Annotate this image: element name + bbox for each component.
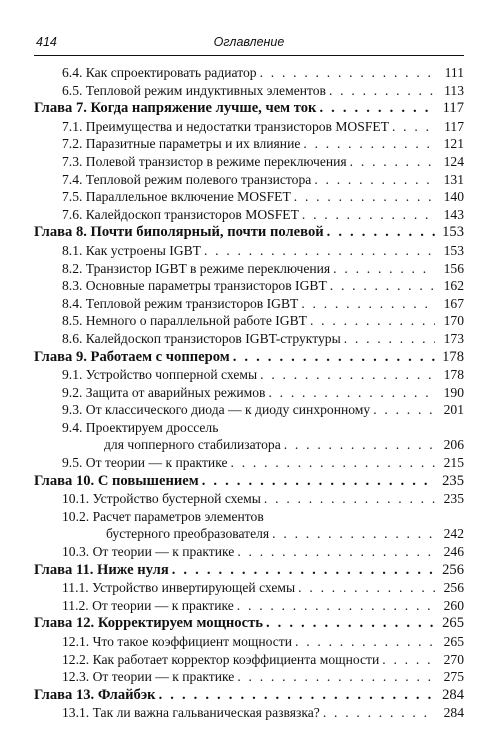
- toc-entry-title: 11.2. От теории — к практике: [62, 597, 234, 613]
- dot-leader: [303, 135, 435, 153]
- dot-leader: [260, 64, 435, 82]
- toc-entry-page: 215: [443, 455, 464, 471]
- toc-entry-title: 7.2. Паразитные параметры и их влияние: [62, 136, 301, 152]
- toc-entry-page: 173: [443, 330, 464, 346]
- toc-chapter-12: [34, 615, 464, 633]
- toc-entry-9-2: [34, 384, 464, 402]
- toc-entry-page: 235: [443, 491, 464, 507]
- toc-entry-page: 124: [443, 153, 464, 169]
- toc-entry-title: 6.4. Как спроектировать радиатор: [62, 65, 257, 80]
- dot-leader: [323, 704, 435, 722]
- toc-chapter-title: Глава 13. Флайбэк: [34, 686, 156, 703]
- dot-leader: [172, 562, 435, 580]
- toc-entry-page: 265: [442, 615, 464, 632]
- dot-leader: [272, 525, 435, 543]
- dot-leader: [233, 349, 435, 367]
- toc-entry-title: 8.1. Как устроены IGBT: [62, 242, 201, 258]
- toc-entry-page: 111: [444, 65, 464, 80]
- toc-chapter-title: Глава 12. Корректируем мощность: [34, 615, 263, 632]
- toc-entry-title: 8.2. Транзистор IGBT в режиме переключения: [62, 260, 331, 276]
- dot-leader: [204, 242, 435, 260]
- toc-entry-page: 256: [442, 561, 464, 578]
- toc-chapter-title: Глава 8. Почти биполярный, почти полевой: [34, 224, 324, 241]
- toc-entry-9-5: [34, 454, 464, 472]
- toc-entry-page: 153: [443, 242, 464, 258]
- toc-entry-title: 9.5. От теории — к практике: [62, 455, 228, 471]
- toc-entry-title: 12.3. От теории — к практике: [62, 669, 235, 685]
- dot-leader: [260, 366, 435, 384]
- toc-entry-title: 7.1. Преимущества и недостатки транзисторов MOSFET: [62, 118, 389, 134]
- dot-leader: [264, 490, 435, 508]
- toc-entry-8-2: [34, 260, 464, 278]
- dot-leader: [310, 312, 435, 330]
- toc-entry-page: 190: [443, 384, 464, 400]
- toc-chapter-10: [34, 473, 464, 491]
- toc-entry-page: 170: [443, 313, 464, 329]
- toc-entry-page: 284: [443, 705, 464, 721]
- toc-entry-page: 178: [442, 348, 464, 365]
- dot-leader: [237, 543, 435, 561]
- toc-entry-6-4: [34, 64, 464, 82]
- toc-entry-8-6: [34, 330, 464, 348]
- toc-entry-title-continued: бустерного преобразователя: [106, 526, 270, 542]
- toc-entry-page: 206: [443, 437, 464, 453]
- toc-entry-title: 9.4. Проектируем дроссель: [62, 419, 219, 435]
- toc-entry-12-1: [34, 633, 464, 651]
- dot-leader: [237, 668, 435, 686]
- toc-entry-page: 256: [443, 580, 464, 596]
- toc-entry-7-2: [34, 135, 464, 153]
- toc-entry-title: 7.6. Калейдоскоп транзисторов MOSFET: [62, 206, 299, 222]
- toc-entry-page: 284: [442, 686, 464, 703]
- toc-chapter-7: [34, 100, 464, 118]
- toc-entry-page: 113: [444, 82, 464, 98]
- dot-leader: [392, 118, 435, 136]
- dot-leader: [266, 615, 435, 633]
- toc-entry-9-4-line2: [34, 436, 464, 454]
- dot-leader: [202, 473, 435, 491]
- toc-entry-title: 10.3. От теории — к практике: [62, 544, 235, 560]
- toc-entry-page: 121: [443, 136, 464, 152]
- toc-entry-page: 162: [443, 278, 464, 294]
- dot-leader: [237, 597, 435, 615]
- dot-leader: [231, 454, 435, 472]
- toc-entry-7-3: [34, 153, 464, 171]
- toc-chapter-11: [34, 562, 464, 580]
- toc-entry-title: 8.3. Основные параметры транзисторов IGBT: [62, 278, 327, 294]
- toc-entry-10-2-line1: [34, 508, 464, 526]
- toc-entry-page: 242: [443, 526, 464, 542]
- toc-entry-8-3: [34, 277, 464, 295]
- toc-entry-page: 270: [443, 651, 464, 667]
- toc-entry-page: 140: [443, 189, 464, 205]
- dot-leader: [268, 384, 435, 402]
- toc-entry-page: 153: [442, 224, 464, 241]
- toc-entry-title: 11.1. Устройство инвертирующей схемы: [62, 580, 296, 596]
- toc-chapter-9: [34, 349, 464, 367]
- dot-leader: [330, 277, 435, 295]
- toc-entry-page: 265: [443, 634, 464, 649]
- toc-entry-13-1: [34, 704, 464, 722]
- toc-entry-title: 8.5. Немного о параллельной работе IGBT: [62, 313, 307, 329]
- toc-entry-8-4: [34, 295, 464, 313]
- toc-entry-9-3: [34, 401, 464, 419]
- dot-leader: [302, 206, 435, 224]
- toc-entry-page: 117: [444, 118, 464, 134]
- dot-leader: [344, 330, 435, 348]
- toc-entry-7-6: [34, 206, 464, 224]
- toc-chapter-title: Глава 7. Когда напряжение лучше, чем ток: [34, 100, 317, 117]
- running-title: Оглавление: [213, 35, 285, 49]
- toc-entry-8-1: [34, 242, 464, 260]
- toc-entry-title: 13.1. Так ли важна гальваническая развязка?: [62, 705, 320, 721]
- toc-entry-title: 7.4. Тепловой режим полевого транзистора: [62, 171, 312, 187]
- toc-entry-10-3: [34, 543, 464, 561]
- toc-entry-title: 6.5. Тепловой режим индуктивных элементов: [62, 82, 326, 98]
- toc-entry-page: 131: [443, 171, 464, 187]
- toc-entry-7-4: [34, 171, 464, 189]
- toc-entry-title: 9.2. Защита от аварийных режимов: [62, 384, 266, 400]
- toc-entry-title: 9.1. Устройство чопперной схемы: [62, 367, 258, 383]
- toc-chapter-13: [34, 687, 464, 705]
- toc-entry-title: 8.6. Калейдоскоп транзисторов IGBT-структуры: [62, 330, 341, 346]
- dot-leader: [350, 153, 435, 171]
- dot-leader: [301, 295, 435, 313]
- toc-entry-page: 235: [442, 472, 464, 489]
- page-header: [34, 35, 464, 55]
- toc-entry-title: 10.1. Устройство бустерной схемы: [62, 491, 261, 507]
- dot-leader: [284, 436, 435, 454]
- toc-entry-9-4-line1: [34, 419, 464, 437]
- toc-chapter-title: Глава 10. С повышением: [34, 472, 199, 489]
- dot-leader: [298, 579, 435, 597]
- toc-entry-page: 260: [443, 597, 464, 613]
- toc-entry-page: 178: [443, 367, 464, 383]
- toc-entry-title: 10.2. Расчет параметров элементов: [62, 508, 264, 524]
- page-number: 414: [36, 35, 57, 49]
- toc-entry-7-1: [34, 118, 464, 136]
- dot-leader: [329, 82, 435, 100]
- toc-entry-page: 156: [443, 260, 464, 276]
- dot-leader: [314, 171, 435, 189]
- toc-entry-9-1: [34, 366, 464, 384]
- dot-leader: [159, 687, 435, 705]
- dot-leader: [373, 401, 435, 419]
- dot-leader: [319, 100, 435, 118]
- toc-chapter-title: Глава 11. Ниже нуля: [34, 561, 169, 578]
- toc-entry-title: 9.3. От классического диода — к диоду синхронному: [62, 402, 371, 418]
- toc-entry-page: 201: [443, 402, 464, 418]
- toc-entry-11-2: [34, 597, 464, 615]
- toc-entry-7-5: [34, 188, 464, 206]
- dot-leader: [333, 260, 435, 278]
- toc-chapter-8: [34, 224, 464, 242]
- toc-entry-10-1: [34, 490, 464, 508]
- table-of-contents: [34, 64, 464, 722]
- toc-entry-page: 117: [442, 100, 464, 117]
- toc-entry-title: 12.1. Что такое коэффициент мощности: [62, 634, 292, 649]
- dot-leader: [382, 651, 435, 669]
- dot-leader: [327, 224, 435, 242]
- toc-entry-page: 275: [443, 669, 464, 685]
- toc-entry-12-3: [34, 668, 464, 686]
- toc-entry-title-continued: для чопперного стабилизатора: [104, 437, 281, 453]
- toc-entry-title: 7.3. Полевой транзистор в режиме переключения: [62, 153, 347, 169]
- toc-entry-8-5: [34, 312, 464, 330]
- toc-entry-title: 7.5. Параллельное включение MOSFET: [62, 189, 291, 205]
- toc-entry-12-2: [34, 651, 464, 669]
- dot-leader: [294, 188, 435, 206]
- toc-entry-title: 8.4. Тепловой режим транзисторов IGBT: [62, 295, 299, 311]
- toc-entry-11-1: [34, 579, 464, 597]
- toc-entry-page: 143: [443, 206, 464, 222]
- toc-entry-page: 246: [443, 544, 464, 560]
- toc-entry-page: 167: [443, 295, 464, 311]
- toc-entry-6-5: [34, 82, 464, 100]
- header-rule: [34, 55, 464, 56]
- toc-entry-title: 12.2. Как работает корректор коэффициента мощности: [62, 651, 380, 667]
- toc-entry-10-2-line2: [34, 525, 464, 543]
- dot-leader: [295, 633, 435, 651]
- toc-chapter-title: Глава 9. Работаем с чоппером: [34, 348, 230, 365]
